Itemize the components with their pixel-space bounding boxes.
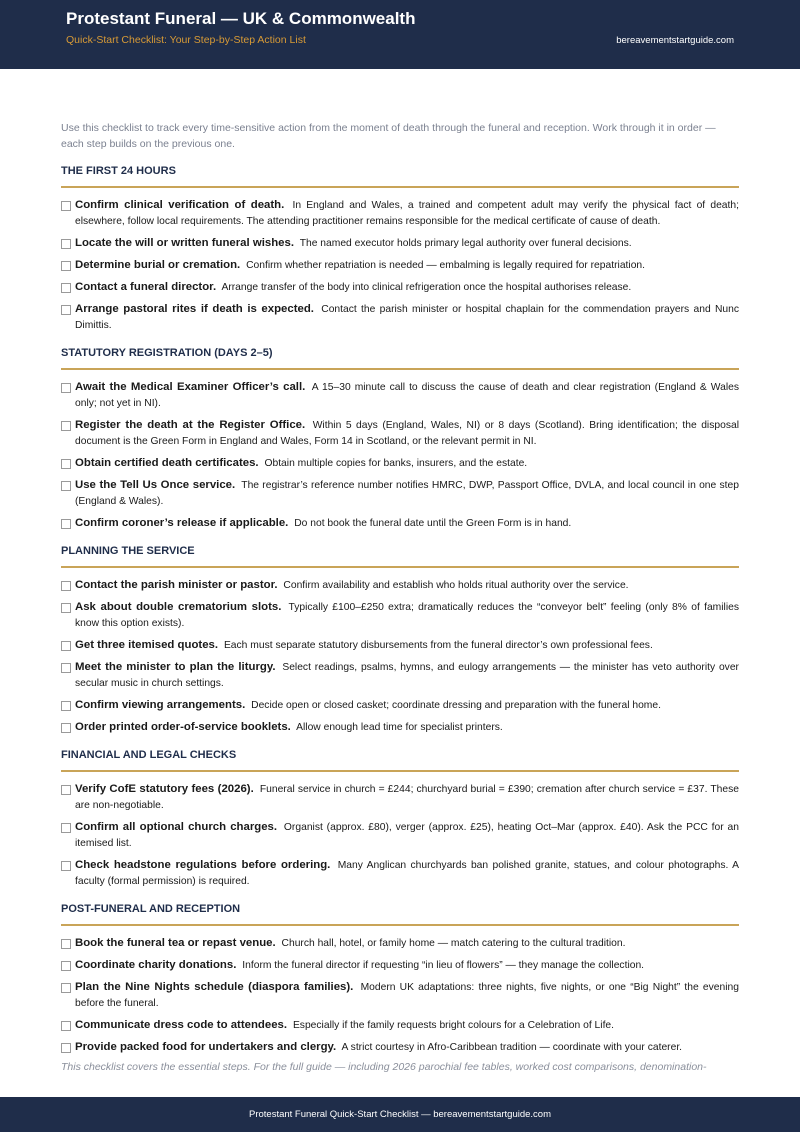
checklist-item bbox=[61, 935, 739, 952]
checkbox[interactable] bbox=[61, 239, 71, 249]
item-heading: Verify CofE statutory fees (2026). bbox=[75, 783, 254, 795]
checklist-sections bbox=[61, 165, 739, 1056]
item-description: Select readings, psalms, hymns, and eulogy arrangements — the minister has veto authority over secular music in church settings. bbox=[75, 662, 739, 689]
item-heading: Locate the will or written funeral wishes. bbox=[75, 237, 294, 249]
checkbox[interactable] bbox=[61, 663, 71, 673]
item-description: Church hall, hotel, or family home — match catering to the cultural tradition. bbox=[281, 938, 626, 949]
item-description: Funeral service in church = £244; churchyard burial = £390; cremation after church service = £37. These are non-negotiable. bbox=[75, 784, 739, 811]
checkbox[interactable] bbox=[61, 201, 71, 211]
item-description: Typically £100–£250 extra; dramatically reduces the “conveyor belt” feeling (only 8% of families know this option exists). bbox=[75, 602, 740, 629]
item-description: Decide open or closed casket; coordinate dressing and preparation with the funeral home. bbox=[251, 700, 661, 711]
checklist-item bbox=[61, 857, 739, 890]
checkbox[interactable] bbox=[61, 785, 71, 795]
checklist-item bbox=[61, 659, 739, 692]
checklist-section bbox=[61, 545, 739, 736]
item-heading: Book the funeral tea or repast venue. bbox=[75, 937, 276, 949]
item-heading: Provide packed food for undertakers and clergy. bbox=[75, 1041, 337, 1053]
item-heading: Register the death at the Register Office. bbox=[75, 419, 306, 431]
checklist-item bbox=[61, 1017, 739, 1034]
item-heading: Contact the parish minister or pastor. bbox=[75, 579, 278, 591]
item-heading: Order printed order-of-service booklets. bbox=[75, 721, 291, 733]
checklist-section bbox=[61, 347, 739, 532]
item-description: Arrange transfer of the body into clinical refrigeration once the hospital authorises release. bbox=[221, 282, 632, 293]
item-description: A strict courtesy in Afro-Caribbean tradition — coordinate with your caterer. bbox=[341, 1042, 683, 1053]
checkbox[interactable] bbox=[61, 283, 71, 293]
item-heading: Confirm clinical verification of death. bbox=[75, 199, 285, 211]
checkbox[interactable] bbox=[61, 459, 71, 469]
checklist-item bbox=[61, 957, 739, 974]
checklist-item bbox=[61, 819, 739, 852]
item-heading: Coordinate charity donations. bbox=[75, 959, 237, 971]
checklist-items bbox=[61, 379, 739, 532]
checklist-item bbox=[61, 455, 739, 472]
checkbox[interactable] bbox=[61, 581, 71, 591]
item-description: Obtain multiple copies for banks, insurers, and the estate. bbox=[264, 458, 528, 469]
item-description: Contact the parish minister or hospital chaplain for the commendation prayers and Nunc Dimittis. bbox=[75, 304, 739, 331]
checklist-item bbox=[61, 417, 739, 450]
checkbox[interactable] bbox=[61, 861, 71, 871]
checklist-item bbox=[61, 637, 739, 654]
page-header bbox=[0, 0, 800, 69]
checklist-item bbox=[61, 515, 739, 532]
checklist-item bbox=[61, 477, 739, 510]
checklist-items bbox=[61, 197, 739, 334]
item-heading: Meet the minister to plan the liturgy. bbox=[75, 661, 276, 673]
item-description: Inform the funeral director if requesting “in lieu of flowers” — they manage the collection. bbox=[242, 960, 645, 971]
item-heading: Get three itemised quotes. bbox=[75, 639, 219, 651]
checklist-item bbox=[61, 781, 739, 814]
checkbox[interactable] bbox=[61, 261, 71, 271]
checklist-item bbox=[61, 577, 739, 594]
item-description: Many Anglican churchyards ban polished granite, statues, and colour photographs. A faculty (formal permission) is required. bbox=[75, 860, 739, 887]
item-heading: Plan the Nine Nights schedule (diaspora families). bbox=[75, 981, 354, 993]
section-title: PLANNING THE SERVICE bbox=[61, 545, 739, 568]
item-description: Do not book the funeral date until the Green Form is in hand. bbox=[294, 518, 572, 529]
item-heading: Use the Tell Us Once service. bbox=[75, 479, 236, 491]
checklist-item bbox=[61, 257, 739, 274]
item-description: Confirm availability and establish who holds ritual authority over the service. bbox=[283, 580, 629, 591]
checkbox[interactable] bbox=[61, 603, 71, 613]
checklist-item bbox=[61, 719, 739, 736]
page-title: Protestant Funeral — UK & Commonwealth bbox=[66, 9, 416, 28]
checklist-item bbox=[61, 301, 739, 334]
item-description: Especially if the family requests bright colours for a Celebration of Life. bbox=[292, 1020, 615, 1031]
checklist-section bbox=[61, 749, 739, 890]
checkbox[interactable] bbox=[61, 383, 71, 393]
item-heading: Obtain certified death certificates. bbox=[75, 457, 259, 469]
checkbox[interactable] bbox=[61, 1043, 71, 1053]
item-heading: Determine burial or cremation. bbox=[75, 259, 241, 271]
checkbox[interactable] bbox=[61, 701, 71, 711]
item-heading: Check headstone regulations before ordering. bbox=[75, 859, 331, 871]
item-description: In England and Wales, a trained and competent adult may verify the physical fact of death; elsewhere, follow local requirements. The attending practitioner remains responsible for the medical certificate of cause of death. bbox=[75, 200, 739, 227]
item-heading: Communicate dress code to attendees. bbox=[75, 1019, 288, 1031]
item-description: Confirm whether repatriation is needed — embalming is legally required for repatriation. bbox=[246, 260, 646, 271]
item-description: Organist (approx. £80), verger (approx. £25), heating Oct–Mar (approx. £40). Ask the PCC for an itemised list. bbox=[75, 822, 740, 849]
item-description: A 15–30 minute call to discuss the cause of death and clear registration (England & Wales only; not yet in NI). bbox=[75, 382, 740, 409]
checklist-section bbox=[61, 903, 739, 1056]
page-footer: Protestant Funeral Quick-Start Checklist — bereavementstartguide.com bbox=[0, 1097, 800, 1132]
item-heading: Confirm viewing arrangements. bbox=[75, 699, 246, 711]
checklist-item bbox=[61, 1039, 739, 1056]
checklist-section bbox=[61, 165, 739, 334]
item-description: Modern UK adaptations: three nights, five nights, or one “Big Night” the evening before the funeral. bbox=[75, 982, 739, 1009]
checkbox[interactable] bbox=[61, 1021, 71, 1031]
section-title: THE FIRST 24 HOURS bbox=[61, 165, 739, 188]
checklist-item bbox=[61, 599, 739, 632]
item-heading: Contact a funeral director. bbox=[75, 281, 217, 293]
item-heading: Arrange pastoral rites if death is expected. bbox=[75, 303, 314, 315]
checkbox[interactable] bbox=[61, 305, 71, 315]
site-url: bereavementstartguide.com bbox=[616, 35, 734, 46]
section-title: STATUTORY REGISTRATION (DAYS 2–5) bbox=[61, 347, 739, 370]
checkbox[interactable] bbox=[61, 519, 71, 529]
checkbox[interactable] bbox=[61, 961, 71, 971]
item-description: Each must separate statutory disbursements from the funeral director’s own professional fees. bbox=[223, 640, 653, 651]
closing-note: This checklist covers the essential steps. For the full guide — including 2026 parochial fee tables, worked cost comparisons, denomination- bbox=[61, 1061, 707, 1073]
intro-text: Use this checklist to track every time-sensitive action from the moment of death through the funeral and reception. Work through it in order — each step builds on the previous one. bbox=[61, 122, 716, 150]
item-heading: Confirm all optional church charges. bbox=[75, 821, 278, 833]
item-heading: Confirm coroner’s release if applicable. bbox=[75, 517, 289, 529]
checkbox[interactable] bbox=[61, 939, 71, 949]
item-description: Within 5 days (England, Wales, NI) or 8 days (Scotland). Bring identification; the disposal document is the Green Form in England and Wales, Form 14 in Scotland, or the relevant permit in NI. bbox=[75, 420, 739, 447]
checkbox[interactable] bbox=[61, 421, 71, 431]
checklist-items bbox=[61, 577, 739, 736]
checklist-item bbox=[61, 235, 739, 252]
checklist-item bbox=[61, 979, 739, 1012]
item-description: The registrar’s reference number notifies HMRC, DWP, Passport Office, DVLA, and local council in one step (England & Wales). bbox=[75, 480, 739, 507]
checkbox[interactable] bbox=[61, 641, 71, 651]
section-title: FINANCIAL AND LEGAL CHECKS bbox=[61, 749, 739, 772]
checklist-item bbox=[61, 379, 739, 412]
checklist-items bbox=[61, 935, 739, 1056]
section-title: POST-FUNERAL AND RECEPTION bbox=[61, 903, 739, 926]
checkbox[interactable] bbox=[61, 481, 71, 491]
checkbox[interactable] bbox=[61, 723, 71, 733]
checklist-item bbox=[61, 279, 739, 296]
checklist-item bbox=[61, 697, 739, 714]
checkbox[interactable] bbox=[61, 823, 71, 833]
checklist-item bbox=[61, 197, 739, 230]
page-subtitle: Quick-Start Checklist: Your Step-by-Step Action List bbox=[66, 34, 306, 46]
item-description: The named executor holds primary legal authority over funeral decisions. bbox=[299, 238, 632, 249]
item-heading: Await the Medical Examiner Officer’s call. bbox=[75, 381, 306, 393]
checkbox[interactable] bbox=[61, 983, 71, 993]
checklist-content bbox=[61, 120, 739, 1073]
item-heading: Ask about double crematorium slots. bbox=[75, 601, 282, 613]
item-description: Allow enough lead time for specialist printers. bbox=[296, 722, 503, 733]
checklist-items bbox=[61, 781, 739, 890]
